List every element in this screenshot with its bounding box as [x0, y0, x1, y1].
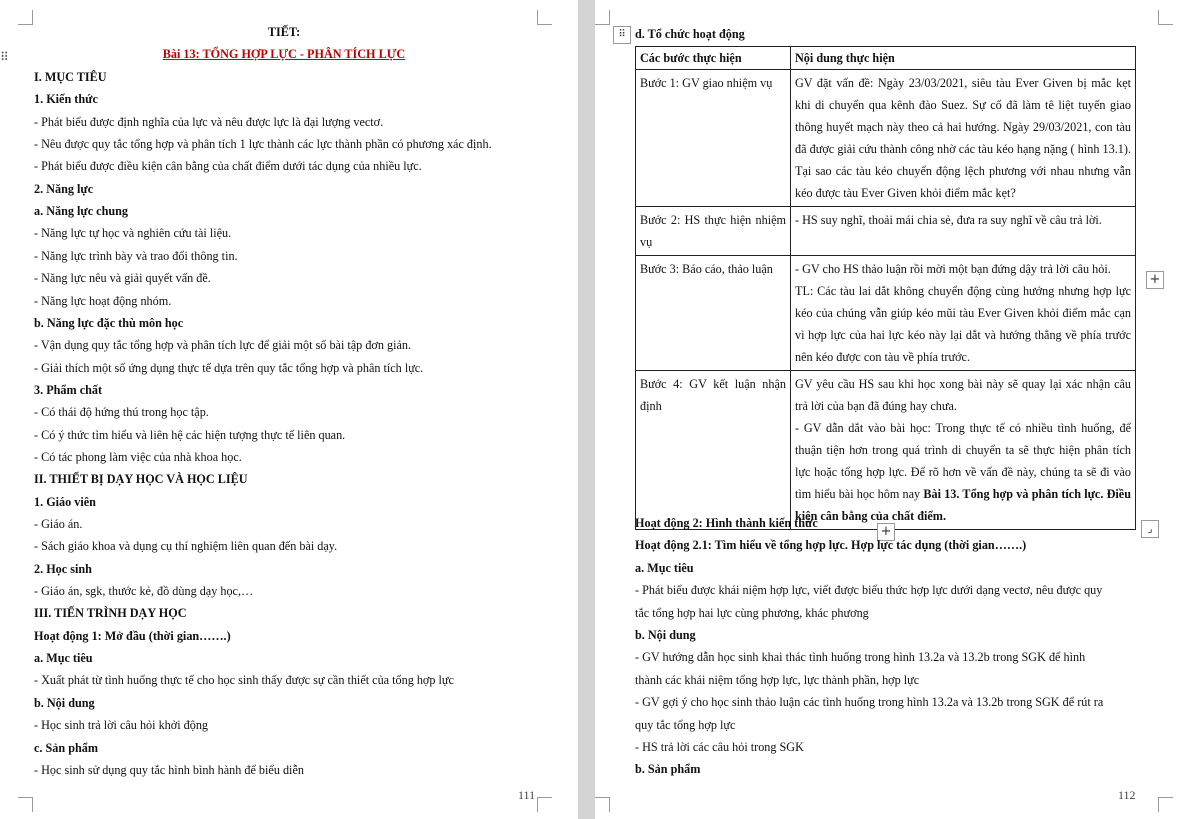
section-heading: b. Sản phẩm	[635, 762, 701, 777]
text-line: - Năng lực tự học và nghiên cứu tài liệu.	[34, 226, 232, 241]
text-line: - Phát biểu được khái niệm hợp lực, viết được biểu thức hợp lực dưới dạng vectơ, nêu được quy	[635, 583, 1103, 598]
page-111	[0, 0, 578, 819]
text-line: quy tắc tổng hợp lực	[635, 717, 736, 732]
text-line: - GV hướng dẫn học sinh khai thác tình huống trong hình 13.2a và 13.2b trong SGK để hình	[635, 650, 1086, 665]
content-text: - GV dẫn dắt vào bài học: Trong thực tế có nhiều tình huống, để thuận tiện hơn trong quá trình di chuyển ta sẽ thực hiện phân tích lực hoặc tổng hợp lực. Để rõ hơn về vấn đề này, chúng ta sẽ đi vào tìm hiểu bài học hôm nay	[795, 421, 1131, 501]
text-line: thành các khái niệm tổng hợp lực, lực thành phần, hợp lực	[635, 672, 920, 687]
text-line: - Năng lực trình bày và trao đổi thông tin.	[34, 248, 238, 263]
step-cell: Bước 2: HS thực hiện nhiệm vụ	[636, 207, 791, 256]
corner-mark	[595, 10, 610, 25]
step-cell: Bước 4: GV kết luận nhận định	[636, 371, 791, 530]
text-line: - Học sinh trả lời câu hỏi khởi động	[34, 718, 209, 733]
corner-mark	[1158, 10, 1173, 25]
section-heading: Hoạt động 2: Hình thành kiến thức	[635, 516, 818, 530]
section-heading: 2. Năng lực	[34, 181, 94, 196]
section-heading: I. MỤC TIÊU	[34, 70, 107, 84]
table-resize-icon[interactable]: ⌟	[1141, 520, 1159, 538]
text-line: - Có ý thức tìm hiểu và liên hệ các hiện tượng thực tế liên quan.	[34, 427, 346, 442]
text-line: - Vận dụng quy tắc tổng hợp và phân tích lực để giải một số bài tập đơn giản.	[34, 338, 412, 353]
table-row	[636, 371, 1136, 530]
content-paragraph: TL: Các tàu lai dắt không chuyển động cùng hướng nhưng hợp lực kéo của chúng vẫn giúp kéo mũi tàu Ever Given khỏi điểm mắc cạn vì hợp lực của hai lực kéo này lại dắt và hướng thẳng về phía trước nên kéo được con tàu về phía trước.	[795, 284, 1131, 364]
section-heading: 1. Kiến thức	[34, 92, 98, 107]
text-line: - Có tác phong làm việc của nhà khoa học.	[34, 449, 242, 464]
text-line: - Giáo án.	[34, 517, 83, 531]
corner-mark	[18, 797, 33, 812]
section-heading: III. TIẾN TRÌNH DẠY HỌC	[34, 606, 187, 621]
table-header-row	[636, 47, 1136, 70]
text-line: - Phát biểu được điều kiện cân bằng của chất điểm dưới tác dụng của nhiều lực.	[34, 159, 422, 174]
content-paragraph: - GV cho HS thảo luận rồi mời một bạn đứng dậy trả lời câu hỏi.	[795, 262, 1111, 276]
step-cell: Bước 3: Báo cáo, thảo luận	[636, 256, 791, 371]
step-cell: Bước 1: GV giao nhiệm vụ	[636, 70, 791, 207]
section-heading: b. Nội dung	[34, 695, 95, 710]
text-line: - Phát biểu được định nghĩa của lực và nêu được lực là đại lượng vectơ.	[34, 114, 384, 129]
lesson-title	[34, 46, 534, 62]
table-row	[636, 70, 1136, 207]
page-body	[34, 0, 534, 819]
page-112	[595, 0, 1177, 819]
section-heading: b. Nội dung	[635, 628, 696, 642]
text-line: - Học sinh sử dụng quy tắc hình bình hành để biểu diễn	[34, 762, 304, 777]
content-cell: - HS suy nghĩ, thoải mái chia sẻ, đưa ra suy nghĩ về câu trả lời.	[791, 207, 1136, 256]
section-heading: a. Năng lực chung	[34, 204, 128, 219]
lesson-reference: Bài 13. Tổng hợp và phân tích lực. Điều kiện cân bằng của chất điểm.	[795, 487, 1131, 523]
page-number: 111	[518, 788, 536, 802]
text-line: - Năng lực hoạt động nhóm.	[34, 293, 172, 308]
section-heading: a. Mục tiêu	[635, 560, 694, 575]
section-heading: c. Sản phẩm	[34, 740, 99, 755]
text-line: - HS trả lời các câu hỏi trong SGK	[635, 740, 804, 754]
header-steps: Các bước thực hiện	[636, 47, 791, 70]
activity-table	[635, 46, 1136, 530]
drag-handle-icon[interactable]: ⠿	[0, 50, 9, 64]
corner-mark	[537, 797, 552, 812]
section-heading: Hoạt động 2.1: Tìm hiểu về tổng hợp lực. Hợp lực tác dụng (thời gian…….)	[635, 538, 1027, 553]
section-heading: 1. Giáo viên	[34, 494, 96, 509]
text-line: - Xuất phát từ tình huống thực tế cho học sinh thấy được sự cần thiết của tổng hợp lực	[34, 673, 454, 688]
text-line: - Nêu được quy tắc tổng hợp và phân tích 1 lực thành các lực thành phần có phương xác định.	[34, 137, 492, 152]
corner-mark	[537, 10, 552, 25]
content-paragraph: GV yêu cầu HS sau khi học xong bài này sẽ quay lại xác nhận câu trả lời của bạn đã đúng hay chưa.	[795, 377, 1131, 413]
text-line: - Năng lực nêu và giải quyết vấn đề.	[34, 271, 211, 286]
text-line: - Giáo án, sgk, thước kẻ, đồ dùng dạy học,…	[34, 584, 254, 599]
corner-mark	[595, 797, 610, 812]
text-line: - Giải thích một số ứng dụng thực tế dựa trên quy tắc tổng hợp và phân tích lực.	[34, 360, 424, 375]
page-number: 112	[1118, 788, 1136, 802]
corner-mark	[18, 10, 33, 25]
section-heading: b. Năng lực đặc thù môn học	[34, 315, 184, 330]
lesson-title-main: TỔNG HỢP LỰC - PHÂN TÍCH LỰC	[202, 47, 406, 61]
section-heading: 2. Học sinh	[34, 561, 92, 576]
section-heading: II. THIẾT BỊ DẠY HỌC VÀ HỌC LIỆU	[34, 472, 248, 487]
table-move-handle-icon[interactable]: ⠿	[613, 26, 631, 44]
section-title: d. Tổ chức hoạt động	[635, 27, 745, 41]
content-paragraph	[795, 417, 1131, 527]
table-row	[636, 256, 1136, 371]
content-cell: GV đặt vấn đề: Ngày 23/03/2021, siêu tàu Ever Given bị mắc kẹt khi di chuyển qua kênh đào Suez. Sự cố đã làm tê liệt tuyến giao thông huyết mạch này theo cả hai hướng. Ngày 29/03/2021, con tàu đã được giải cứu thành công nhờ các tàu kéo hạng nặng ( hình 13.1). Tại sao các tàu kéo chuyển động lệch phương với nhau nhưng vẫn kéo được tàu Ever Given khỏi điểm mắc kẹt?	[791, 70, 1136, 207]
section-heading: Hoạt động 1: Mở đầu (thời gian…….)	[34, 628, 231, 643]
section-heading: a. Mục tiêu	[34, 651, 93, 666]
page-gap	[578, 0, 595, 819]
content-cell	[791, 256, 1136, 371]
text-line: - Sách giáo khoa và dụng cụ thí nghiệm liên quan đến bài dạy.	[34, 539, 338, 554]
text-line: tắc tổng hợp hai lực cùng phương, khác phương	[635, 605, 869, 620]
lesson-number: Bài 13:	[162, 47, 203, 61]
header-content: Nội dung thực hiện	[791, 47, 1136, 70]
text-line: - GV gợi ý cho học sinh thảo luận các tình huống trong hình 13.2a và 13.2b trong SGK để rút ra	[635, 695, 1104, 710]
text-line: - Có thái độ hứng thú trong học tập.	[34, 405, 209, 420]
content-cell	[791, 371, 1136, 530]
section-heading: 3. Phẩm chất	[34, 382, 103, 397]
add-row-icon[interactable]: +	[877, 523, 895, 541]
lesson-period: TIẾT:	[267, 25, 301, 39]
add-column-icon[interactable]: +	[1146, 271, 1164, 289]
corner-mark	[1158, 797, 1173, 812]
table-row	[636, 207, 1136, 256]
